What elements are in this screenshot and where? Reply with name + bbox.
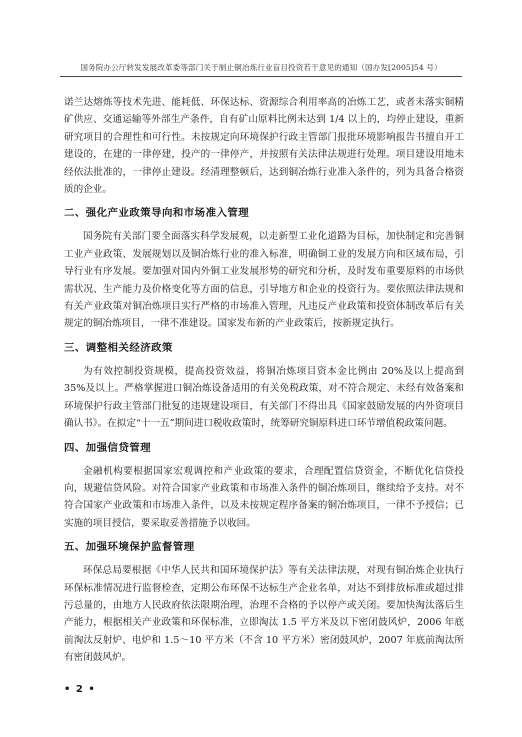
page-content bbox=[64, 94, 464, 667]
section-title-2: 二、强化产业政策导向和市场准入管理 bbox=[64, 207, 250, 220]
continued-paragraph: 诺兰达熔炼等技术先进、能耗低、环保达标、资源综合利用率高的冶炼工艺，或者未落实铜精矿供应、交通运输等外部生产条件，自有矿山原料比例未达到 1/4 以上的，均停止建设，重新研究项目的合理性和可行性。未按规定向环境保护行政主管部门报批环境影响报告书擅自开工建设的，在建的一律停建，投产的一律停产，并按照有关法律法规进行处理。项目建设用地未经依法批准的，一律停止建设。经清理整顿后，达到铜冶炼行业准入条件的，列为具备合格资质的企业。 bbox=[64, 97, 464, 196]
section-2-paragraph: 国务院有关部门要全面落实科学发展观，以走新型工业化道路为目标，加快制定和完善铜工业产业政策、发展规划以及铜冶炼行业的准入标准，明确铜工业的发展方向和区域布局，引导行业有序发展。要加强对国内外铜工业发展形势的研究和分析，及时发布重要原料的市场供需状况、生产能力及价格变化等方面的信息，引导地方和企业的投资行为。要依照法律法规和有关产业政策对铜冶炼项目实行严格的市场准入管理，凡违反产业政策和投资体制改革后有关规定的铜冶炼项目，一律不准建设。国家发布新的产业政策后，按新规定执行。 bbox=[64, 231, 464, 330]
section-4-paragraph: 金融机构要根据国家宏观调控和产业政策的要求，合理配置信贷资金，不断优化信贷投向，规避信贷风险。对符合国家产业政策和市场准入条件的铜冶炼项目，继续给予支持。对不符合国家产业政策和市场准入条件，以及未按规定程序备案的铜冶炼项目，一律不予授信；已实施的项目授信，要采取妥善措施予以收回。 bbox=[64, 465, 464, 529]
running-header: 国务院办公厅转发发展改革委等部门关于制止铜冶炼行业盲目投资若干意见的通知（国办发[2005]54 号） bbox=[80, 63, 442, 72]
header-rule bbox=[60, 76, 462, 77]
section-5-paragraph: 环保总局要根据《中华人民共和国环境保护法》等有关法律法规，对现有铜冶炼企业执行环保标准情况进行监督检查，定期公布环保不达标生产企业名单，对达不到排放标准或超过排污总量的，由地方人民政府依法限期治理，治理不合格的予以停产或关闭。要加快淘汰落后生产能力，根据相关产业政策和环保标准，立即淘汰 1.5 平方米及以下密闭鼓风炉，2006 年底前淘汰反射炉、电炉和 1.5～10 平方米（不含 10 平方米）密闭鼓风炉，2007 年底前淘汰所有密闭鼓风炉。 bbox=[64, 565, 464, 664]
section-3-paragraph: 为有效控制投资规模，提高投资效益，将铜冶炼项目资本金比例由 20%及以上提高到 35%及以上。严格掌握进口铜冶炼设备适用的有关免税政策，对不符合规定、未经有效备案和环境保护行政主管部门批复的违规建设项目，有关部门不得出具《国家鼓励发展的内外资项目确认书》。在拟定“十一五”期间进口税收政策时，统筹研究铜原料进口环节增值税政策问题。 bbox=[64, 365, 464, 430]
page-number: • 2 • bbox=[64, 684, 96, 695]
section-title-4: 四、加强信贷管理 bbox=[64, 441, 152, 454]
section-title-3: 三、调整相关经济政策 bbox=[64, 341, 173, 354]
section-title-5: 五、加强环境保护监督管理 bbox=[64, 541, 195, 554]
